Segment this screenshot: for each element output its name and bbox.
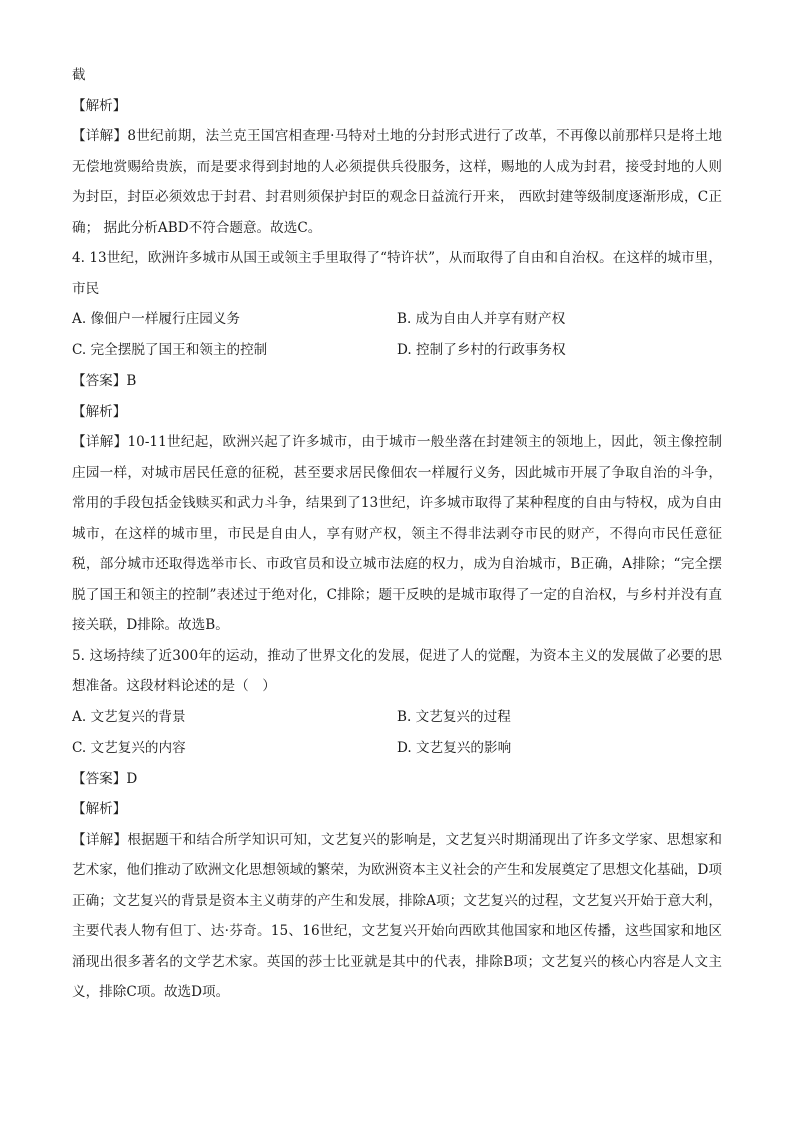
q4-detail: 【详解】10-11世纪起，欧洲兴起了许多城市，由于城市一般坐落在封建领主的领地上，因此，领主像控制庄园一样，对城市居民任意的征税，甚至要求居民像佃农一样履行义务，因此城市开展了争取自治的斗争，常用的手段包括金钱赎买和武力斗争，结果到了13世纪，许多城市取得了某种程度的自由与特权，成为自由城市，在这样的城市里，市民是自由人，享有财产权，领主不得非法剥夺市民的财产，不得向市民任意征税，部分城市还取得选举市长、市政官员和设立城市法庭的权力，成为自治城市，B正确，A排除；“完全摆脱了国王和领主的控制”表述过于绝对化，C排除；题干反映的是城市取得了一定的自治权，与乡村并没有直接关联，D排除。故选B。 [72,434,722,633]
document-page [72,60,722,1008]
q4-options-row-1 [72,304,722,335]
q5-options-row-2 [72,733,722,764]
fragment-text: 截 [72,67,86,83]
q5-detail: 【详解】根据题干和结合所学知识可知，文艺复兴的影响是，文艺复兴时期涌现出了许多文学家、思想家和艺术家，他们推动了欧洲文化思想领域的繁荣，为欧洲资本主义社会的产生和发展奠定了思想文化基础，D项正确；文艺复兴的背景是资本主义萌芽的产生和发展，排除A项；文艺复兴的过程，文艺复兴开始于意大利，主要代表人物有但丁、达·芬奇。15、16世纪，文艺复兴开始向西欧其他国家和地区传播，这些国家和地区涌现出很多著名的文学艺术家。英国的莎士比亚就是其中的代表，排除B项；文艺复兴的核心内容是人文主义，排除C项。故选D项。 [72,831,722,1000]
q3-detail: 【详解】8世纪前期，法兰克王国宫相查理·马特对土地的分封形式进行了改革，不再像以前那样只是将土地无偿地赏赐给贵族，而是要求得到封地的人必须提供兵役服务，这样，赐地的人成为封君，接受封地的人则为封臣，封臣必须效忠于封君、封君则须保护封臣的观念日益流行开来， 西欧封建等级制度逐渐形成，C正确； 据此分析ABD不符合题意。故选C。 [72,128,722,236]
q5-option-a: A. 文艺复兴的背景 [72,708,186,725]
q4-option-b: B. 成为自由人并享有财产权 [397,311,566,327]
q4-stem: 4. 13世纪，欧洲许多城市从国王或领主手里取得了“特许状”，从而取得了自由和自治权。在这样的城市里，市民 [72,250,722,297]
q4-options-row-2 [72,335,722,366]
q5-option-c: C. 文艺复兴的内容 [72,739,186,756]
q5-analysis-label: 【解析】 [72,801,127,817]
q3-analysis-label: 【解析】 [72,97,127,114]
q5-stem: 5. 这场持续了近300年的运动，推动了世界文化的发展，促进了人的觉醒，为资本主义的发展做了必要的思想准备。这段材料论述的是（ ） [72,647,722,694]
q5-answer: 【答案】D [72,770,138,787]
q4-option-c: C. 完全摆脱了国王和领主的控制 [72,342,268,358]
q4-answer: 【答案】B [72,373,137,389]
q5-option-d: D. 文艺复兴的影响 [397,739,512,756]
q5-options-row-1 [72,702,722,733]
q5-option-b: B. 文艺复兴的过程 [397,708,511,725]
q4-option-a: A. 像佃户一样履行庄园义务 [72,311,240,327]
q4-option-d: D. 控制了乡村的行政事务权 [397,342,566,358]
q4-analysis-label: 【解析】 [72,403,127,420]
